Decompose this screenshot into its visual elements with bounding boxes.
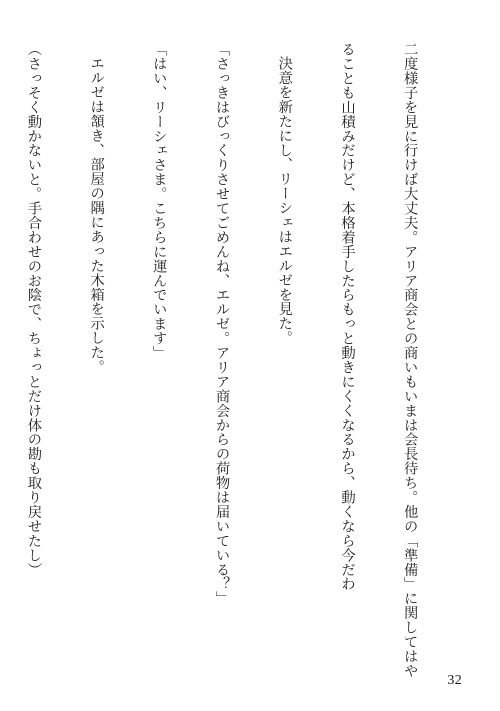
text-line: 決意を新たにし、リーシェはエルゼを見た。 — [276, 56, 293, 346]
text-line: エルゼは頷き、部屋の隅にあった木箱を示した。 — [88, 56, 105, 375]
dialogue-line: 「さっきはびっくりさせてごめんね、エルゼ。アリア商会からの荷物は届いている？」 — [214, 42, 231, 606]
page-number: 32 — [447, 673, 462, 688]
dialogue-line: 「はい、リーシェさま。こちらに運んでいます」 — [151, 42, 168, 360]
thought-line: （さっそく動かないと。手合わせのお陰で、ちょっとだけ体の勘も取り戻せたし） — [25, 42, 42, 577]
text-line: ることも山積みだけど、本格着手したらもっと動きにくくなるから、動くなら今だわ — [339, 42, 356, 592]
text-line: 二度様子を見に行けば大丈夫。アリア商会との商いもいまは会長待ち。他の「準備」に関してはや — [402, 42, 419, 678]
body-text — [0, 42, 462, 678]
